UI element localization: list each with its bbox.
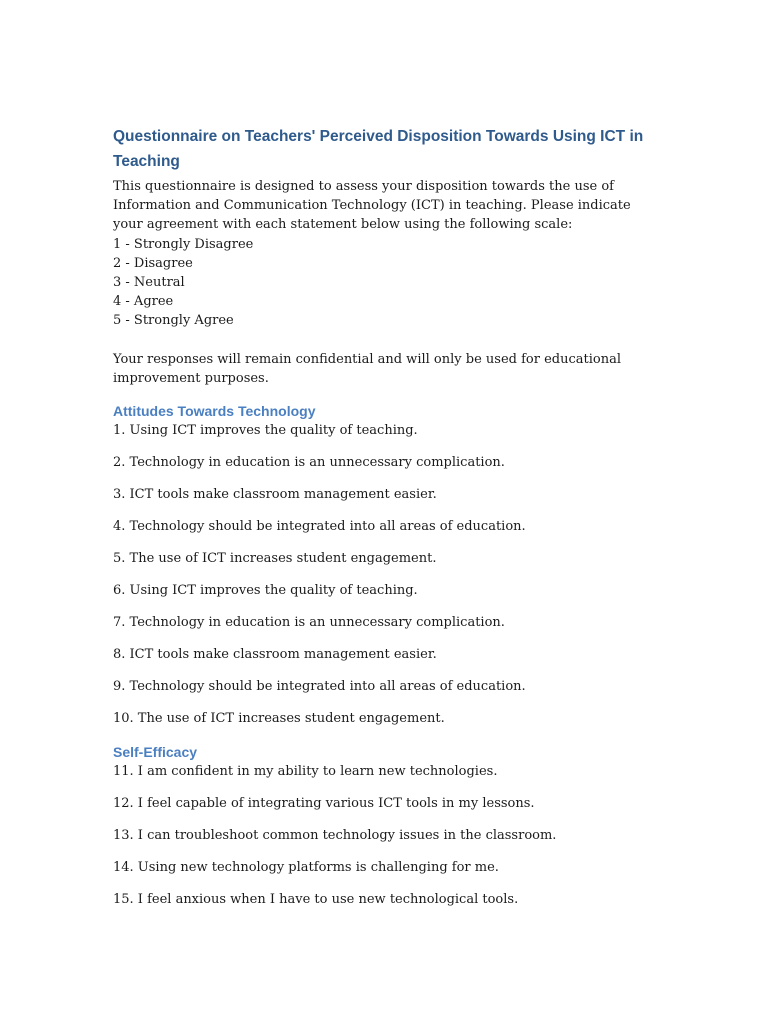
list-item: 13. I can troubleshoot common technology issues in the classroom. (113, 828, 557, 844)
list-item: 10. The use of ICT increases student engagement. (113, 711, 445, 727)
section-heading-self-efficacy: Self-Efficacy (113, 744, 198, 761)
document-page (113, 124, 658, 909)
list-item: 8. ICT tools make classroom management easier. (113, 647, 437, 663)
list-item: 6. Using ICT improves the quality of teaching. (113, 583, 418, 599)
section-heading-attitudes: Attitudes Towards Technology (113, 403, 316, 420)
list-item: 9. Technology should be integrated into all areas of education. (113, 679, 526, 695)
list-item: 12. I feel capable of integrating various ICT tools in my lessons. (113, 796, 535, 812)
spacer (113, 331, 658, 350)
list-item: 3. ICT tools make classroom management easier. (113, 487, 437, 503)
scale-item: 1 - Strongly Disagree (113, 236, 254, 252)
list-item: 11. I am confident in my ability to learn new technologies. (113, 764, 498, 780)
list-item: 7. Technology in education is an unnecessary complication. (113, 615, 505, 631)
list-item: 1. Using ICT improves the quality of teaching. (113, 423, 418, 439)
scale-item: 2 - Disagree (113, 255, 193, 271)
rating-scale (113, 235, 658, 331)
list-item: 5. The use of ICT increases student engagement. (113, 551, 437, 567)
scale-item: 4 - Agree (113, 294, 174, 310)
list-item: 2. Technology in education is an unnecessary complication. (113, 455, 505, 471)
confidentiality-note: Your responses will remain confidential and will only be used for educational improvement purposes. (113, 351, 621, 386)
list-item: 4. Technology should be integrated into all areas of education. (113, 519, 526, 535)
document-title: Questionnaire on Teachers' Perceived Disposition Towards Using ICT in Teaching (113, 128, 644, 170)
scale-item: 5 - Strongly Agree (113, 313, 234, 329)
list-item: 14. Using new technology platforms is challenging for me. (113, 860, 499, 876)
list-item: 15. I feel anxious when I have to use new technological tools. (113, 892, 519, 908)
section-items-attitudes (113, 421, 658, 728)
scale-item: 3 - Neutral (113, 275, 185, 291)
intro-paragraph: This questionnaire is designed to assess your disposition towards the use of Information and Communication Technology (ICT) in teaching. Please indicate your agreement with each statement below using the following scale: (113, 179, 631, 233)
section-items-self-efficacy (113, 762, 658, 909)
